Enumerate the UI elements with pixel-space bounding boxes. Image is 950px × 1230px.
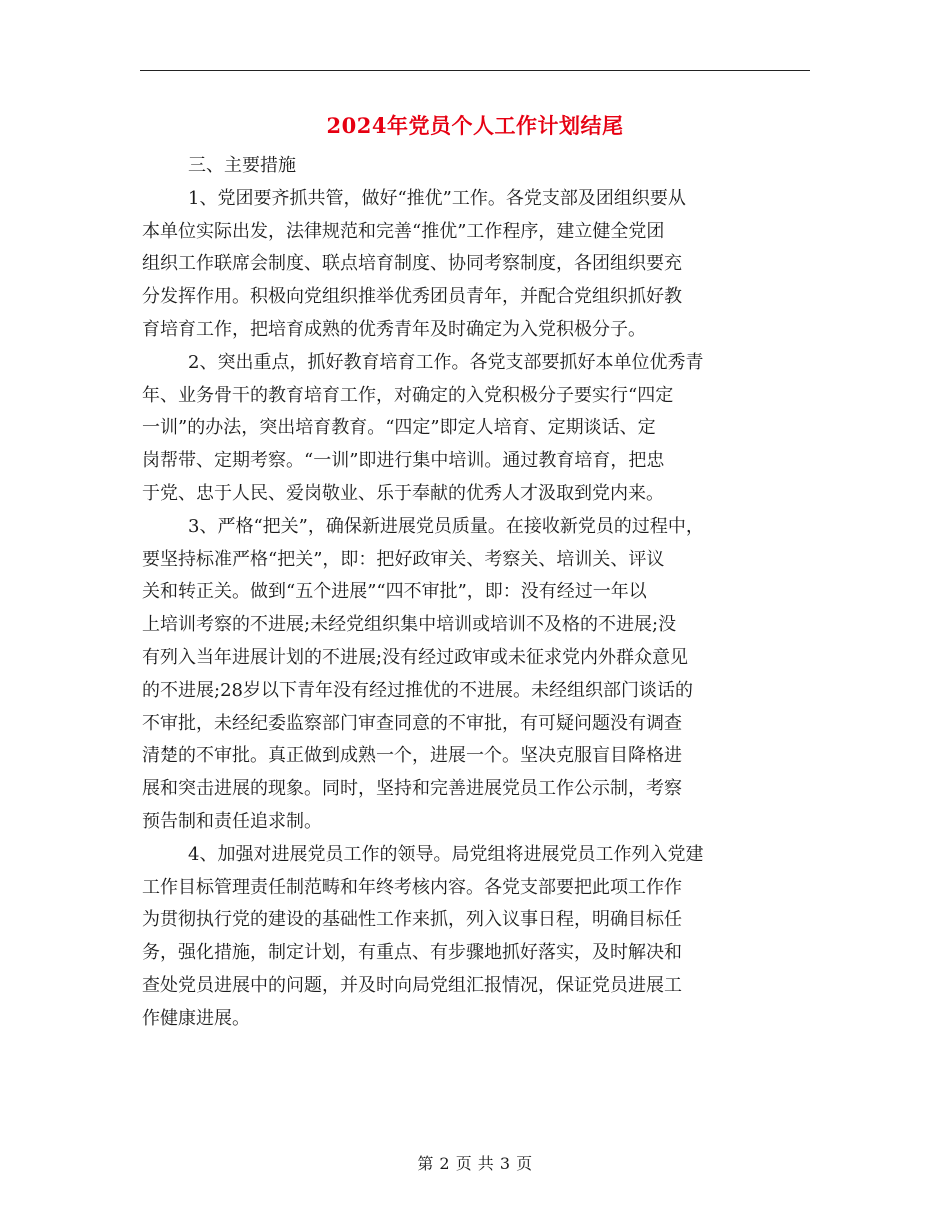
paragraph-line: 组织工作联席会制度、联点培育制度、协同考察制度，各团组织要充: [142, 253, 682, 275]
paragraph-line: 清楚的不审批。真正做到成熟一个，进展一个。坚决克服盲目降格进: [142, 745, 682, 767]
paragraph-line: 上培训考察的不进展;未经党组织集中培训或培训不及格的不进展;没: [142, 614, 677, 636]
paragraph-line: 查处党员进展中的问题，并及时向局党组汇报情况，保证党员进展工: [142, 974, 682, 996]
paragraph-line: 2、突出重点，抓好教育培育工作。各党支部要抓好本单位优秀青: [188, 351, 704, 373]
paragraph-line: 作健康进展。: [142, 1007, 250, 1029]
paragraph-line: 岗帮带、定期考察。“一训”即进行集中培训。通过教育培育，把忠: [142, 450, 665, 472]
paragraph-line: 分发挥作用。积极向党组织推举优秀团员青年，并配合党组织抓好教: [142, 286, 682, 308]
paragraph-line: 工作目标管理责任制范畴和年终考核内容。各党支部要把此项工作作: [142, 876, 682, 898]
paragraph-line: 3、严格“把关”，确保新进展党员质量。在接收新党员的过程中，: [188, 515, 704, 537]
paragraph-line: 育培育工作，把培育成熟的优秀青年及时确定为入党积极分子。: [142, 318, 646, 340]
paragraph-line: 4、加强对进展党员工作的领导。局党组将进展党员工作列入党建: [188, 843, 704, 865]
paragraph-3: [142, 511, 812, 839]
document-title: 2024年党员个人工作计划结尾: [326, 113, 624, 138]
paragraph-line: 要坚持标准严格“把关”，即：把好政审关、考察关、培训关、评议: [142, 548, 665, 570]
header-rule: [140, 70, 810, 71]
paragraph-line: 1、党团要齐抓共管，做好“推优”工作。各党支部及团组织要从: [188, 187, 686, 209]
section-heading: 三、主要措施: [188, 155, 296, 176]
page-number: 第 2 页 共 3 页: [417, 1154, 533, 1173]
paragraph-line: 于党、忠于人民、爱岗敬业、乐于奉献的优秀人才汲取到党内来。: [142, 482, 664, 504]
paragraph-line: 有列入当年进展计划的不进展;没有经过政审或未征求党内外群众意见: [142, 646, 689, 668]
paragraph-line: 为贯彻执行党的建设的基础性工作来抓，列入议事日程，明确目标任: [142, 909, 682, 931]
paragraph-line: 本单位实际出发，法律规范和完善“推优”工作程序，建立健全党团: [142, 220, 665, 242]
paragraph-line: 的不进展;28岁以下青年没有经过推优的不进展。未经组织部门谈话的: [142, 679, 693, 701]
paragraph-2: [142, 347, 812, 511]
paragraph-4: [142, 839, 812, 1036]
paragraph-line: 一训”的办法，突出培育教育。“四定”即定人培育、定期谈话、定: [142, 417, 656, 439]
paragraph-line: 关和转正关。做到“五个进展”“四不审批”，即：没有经过一年以: [142, 581, 647, 603]
paragraph-line: 展和突击进展的现象。同时，坚持和完善进展党员工作公示制，考察: [142, 778, 682, 800]
paragraph-line: 务，强化措施，制定计划，有重点、有步骤地抓好落实，及时解决和: [142, 942, 682, 964]
paragraph-1: [142, 183, 812, 347]
paragraph-line: 不审批，未经纪委监察部门审查同意的不审批，有可疑问题没有调查: [142, 712, 682, 734]
paragraph-line: 预告制和责任追求制。: [142, 810, 322, 832]
document-body: [142, 150, 812, 1036]
paragraph-line: 年、业务骨干的教育培育工作，对确定的入党积极分子要实行“四定: [142, 384, 674, 406]
